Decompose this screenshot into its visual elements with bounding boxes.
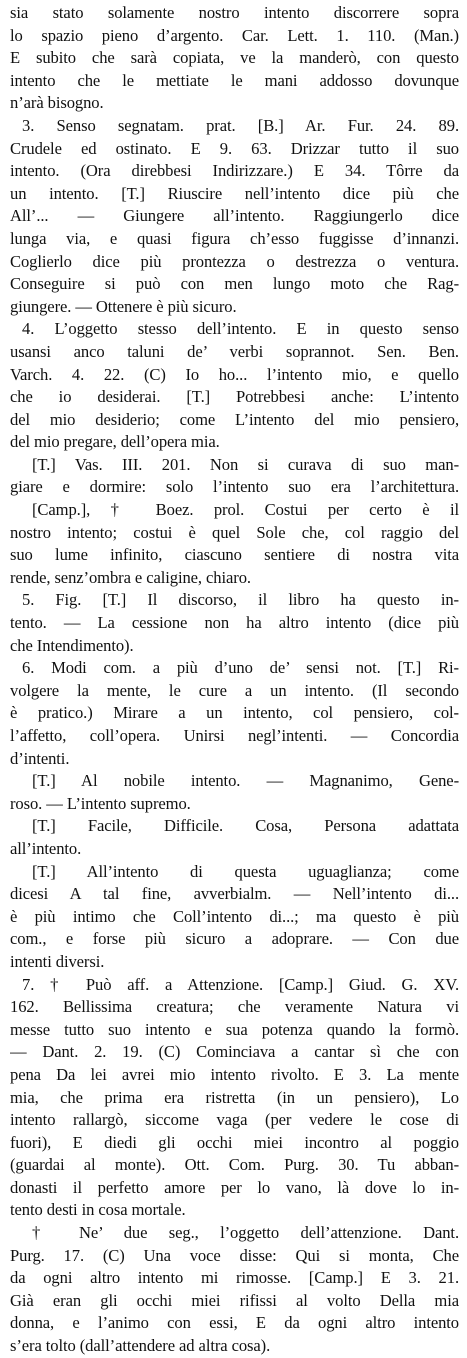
text-line: lunga via, e quasi figura ch’esso fuggisse d’innanzi. bbox=[10, 228, 459, 248]
text-line: giare e dormire: solo l’intento suo era l’architettura. bbox=[10, 477, 459, 497]
text-line: mia, che prima era ristretta (in un pensiero), Lo bbox=[10, 1087, 459, 1107]
text-line: rende, senz’ombra e caligine, chiaro. bbox=[10, 567, 251, 587]
text-line: messe tutto suo intento e sua potenza quando la formò. bbox=[10, 1019, 459, 1039]
text-line: Conseguire si può con men lungo moto che Rag- bbox=[10, 274, 459, 294]
text-line: n’arà bisogno. bbox=[10, 93, 104, 113]
text-line: donasti il perfetto amore per lo vano, là dove lo in- bbox=[10, 1177, 459, 1197]
text-line: usansi anco taluni de’ verbi soprannot. Sen. Ben. bbox=[10, 341, 459, 361]
text-line: (guardai al monte). Ott. Com. Purg. 30. Tu abban- bbox=[10, 1155, 459, 1175]
text-line: sia stato solamente nostro intento discorrere sopra bbox=[10, 3, 459, 22]
text-line: pena Da lei avrei mio intento rivolto. E 3. La mente bbox=[10, 1064, 459, 1084]
text-line: intento che le mettiate le mani addosso dovunque bbox=[10, 70, 459, 90]
text-line: 5. Fig. [T.] Il discorso, il libro ha questo in- bbox=[22, 590, 459, 610]
text-line: 3. Senso segnatam. prat. [B.] Ar. Fur. 24. 89. bbox=[22, 115, 459, 135]
text-line: un intento. [T.] Riuscire nell’intento dice più che bbox=[10, 183, 459, 203]
text-line: intento. (Ora direbbesi Indirizzare.) E 34. Tôrre da bbox=[10, 161, 459, 181]
text-line: che io desiderai. [T.] Potrebbesi anche: L’intento bbox=[10, 387, 459, 407]
text-line: tento desti in cosa mortale. bbox=[10, 1200, 186, 1220]
text-line: l’affetto, coll’opera. Unirsi negl’intenti. — Concordia bbox=[10, 726, 459, 745]
text-line: 6. Modi com. a più d’uno de’ sensi not. [T.] Ri- bbox=[22, 658, 459, 678]
text-line: Coglierlo dice più prontezza o destrezza o ventura. bbox=[10, 251, 459, 271]
text-line: — Dant. 2. 19. (C) Cominciava a cantar sì che con bbox=[10, 1042, 459, 1062]
text-line: giungere. — Ottenere è più sicuro. bbox=[10, 296, 237, 316]
text-line: [Camp.], † Boez. prol. Costui per certo è il bbox=[32, 500, 459, 520]
text-line: roso. — L’intento supremo. bbox=[10, 793, 191, 813]
text-line: Varch. 4. 22. (C) Io ho... l’intento mio, e quello bbox=[10, 364, 459, 384]
text-line: † Ne’ due seg., l’oggetto dell’attenzione. Dant. bbox=[32, 1223, 459, 1243]
text-line: d’intenti. bbox=[10, 748, 70, 768]
text-line: è pratico.) Mirare a un intento, col pensiero, col- bbox=[10, 703, 459, 723]
text-line: lo spazio pieno d’argento. Car. Lett. 1. 110. (Man.) bbox=[10, 25, 459, 45]
text-line: è più intimo che Coll’intento di...; ma questo è più bbox=[10, 906, 459, 926]
text-line: [T.] All’intento di questa uguaglianza; come bbox=[32, 861, 459, 881]
text-line: intento rallargò, siccome vaga (per vedere le cose di bbox=[10, 1110, 459, 1130]
text-line: da ogni altro intento mi rimosse. [Camp.] E 3. 21. bbox=[10, 1268, 459, 1288]
text-line: 162. Bellissima creatura; che veramente Natura vi bbox=[10, 997, 459, 1017]
text-line: 4. L’oggetto stesso dell’intento. E in questo senso bbox=[22, 319, 459, 339]
text-line: del mio pregare, dell’opera mia. bbox=[10, 432, 220, 452]
text-line: [T.] Facile, Difficile. Cosa, Persona adattata bbox=[32, 816, 459, 836]
text-line: 7. † Può aff. a Attenzione. [Camp.] Giud. G. XV. bbox=[22, 974, 459, 994]
text-line: fuori), E diedi gli occhi miei incontro al poggio bbox=[10, 1132, 459, 1152]
text-line: all’intento. bbox=[10, 838, 82, 858]
text-line: Già eran gli occhi miei rifissi al volto Della mia bbox=[10, 1290, 459, 1310]
text-line: dicesi A tal fine, avverbialm. — Nell’intento di... bbox=[10, 884, 459, 904]
text-line: [T.] Al nobile intento. — Magnanimo, Gene- bbox=[32, 771, 459, 791]
text-line: [T.] Vas. III. 201. Non si curava di suo man- bbox=[32, 454, 459, 474]
text-line: suo lume infinito, ciascuno sentiere di nostra vita bbox=[10, 545, 459, 565]
text-line: donna, e l’animo con essi, E da ogni altro intento bbox=[10, 1313, 459, 1333]
text-line: che Intendimento). bbox=[10, 635, 134, 655]
text-line: volgere la mente, le cure a un intento. (Il secondo bbox=[10, 680, 459, 700]
text-line: tento. — La cessione non ha altro intento (dice più bbox=[10, 613, 459, 633]
text-line: intenti diversi. bbox=[10, 951, 105, 971]
text-line: E subito che sarà copiata, ve la manderò, con questo bbox=[10, 48, 459, 68]
text-line: nostro intento; costui è quel Sole che, col raggio del bbox=[10, 522, 459, 542]
text-line: del mio desiderio; come L’intento del mio pensiero, bbox=[10, 409, 459, 429]
text-line: com., e forse più sicuro a adoprare. — Con due bbox=[10, 929, 459, 949]
text-line: s’era tolto (dall’attendere ad altra cosa). bbox=[10, 1336, 271, 1356]
text-line: Crudele ed ostinato. E 9. 63. Drizzar tutto il suo bbox=[10, 138, 459, 158]
text-line: Purg. 17. (C) Una voce disse: Qui si monta, Che bbox=[10, 1245, 459, 1265]
text-line: All’... — Giungere all’intento. Raggiungerlo dice bbox=[10, 206, 459, 226]
